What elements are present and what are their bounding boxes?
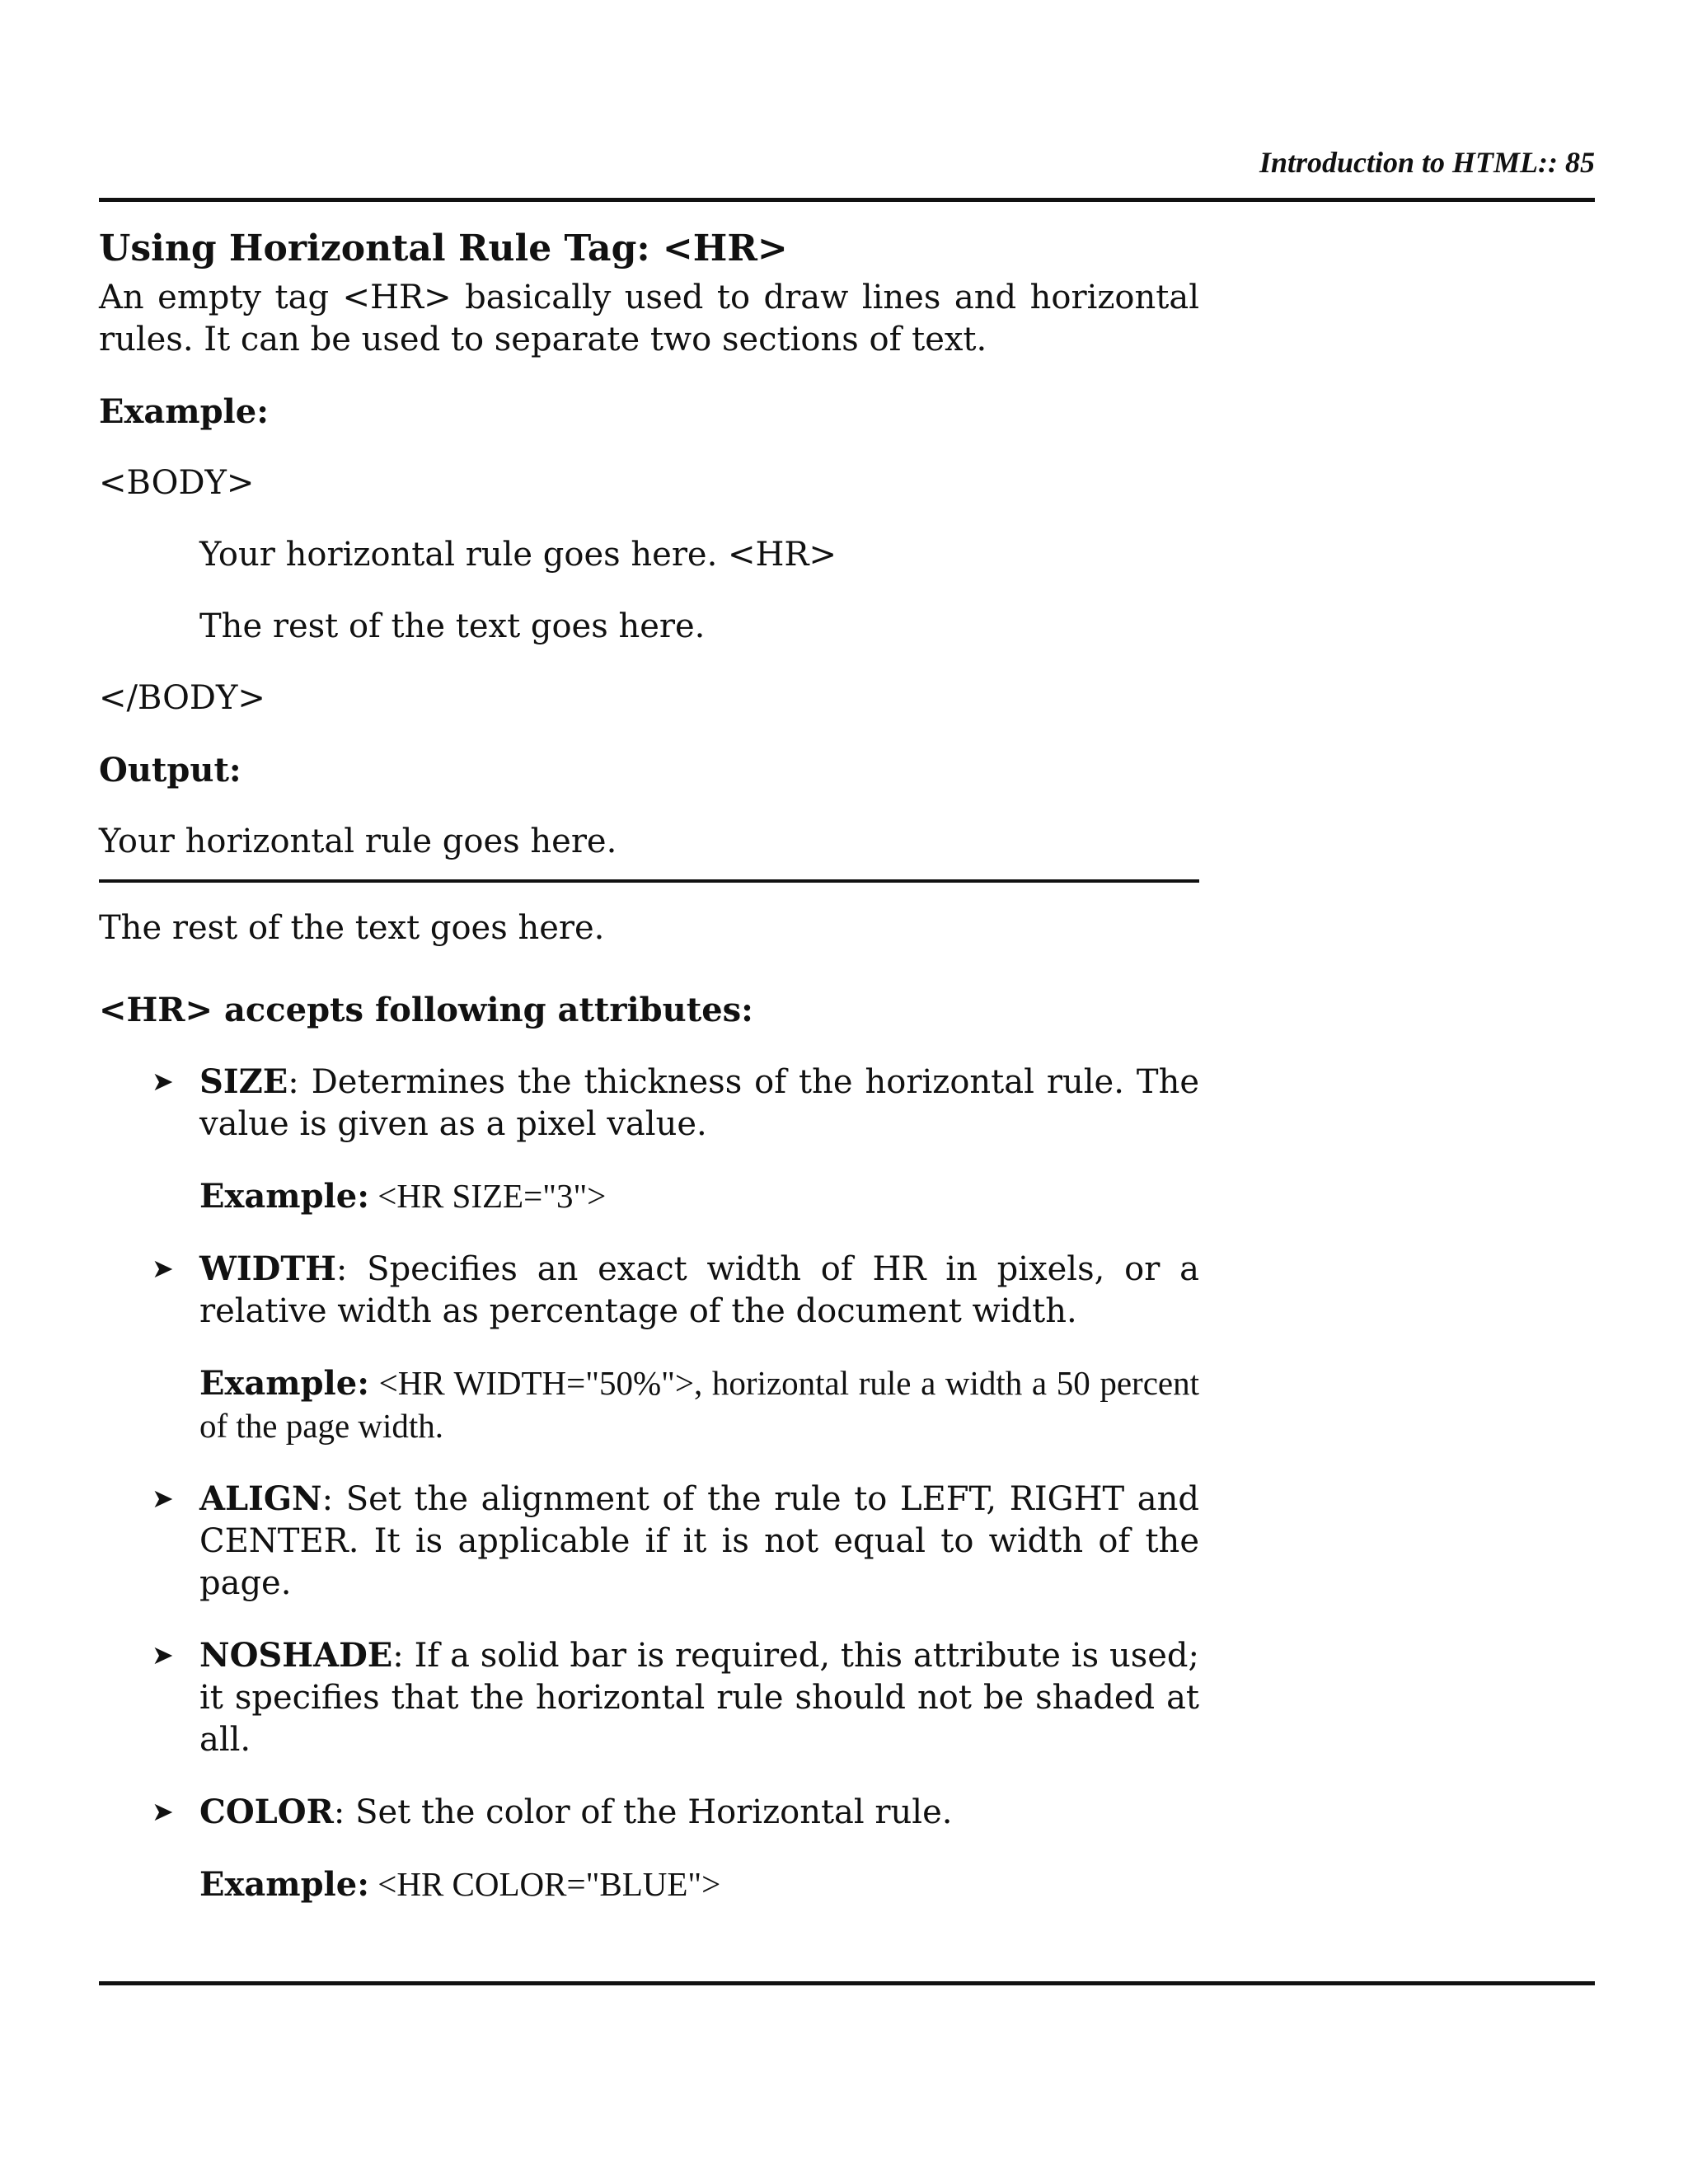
code-line-2: The rest of the text goes here. <box>199 607 706 645</box>
example-code: <HR COLOR="BLUE"> <box>368 1865 721 1903</box>
code-line-1: Your horizontal rule goes here. <HR> <box>199 536 837 574</box>
output-line-1: Your horizontal rule goes here. <box>99 823 617 860</box>
attributes-heading: <HR> accepts following attributes: <box>99 991 753 1029</box>
output-label: Output: <box>99 751 241 790</box>
attribute-name: COLOR <box>199 1793 334 1831</box>
arrow-bullet-icon: ➤ <box>152 1796 174 1827</box>
code-open-body: <BODY> <box>99 464 255 502</box>
code-close-body: </BODY> <box>99 679 265 717</box>
attribute-size <box>99 1061 1199 1146</box>
attribute-name: ALIGN <box>199 1479 322 1518</box>
example-rest: , horizontal rule a width a 50 percent of the page width. <box>199 1364 1199 1445</box>
attribute-width-example <box>99 1362 1199 1448</box>
example-label: Example: <box>199 1865 369 1904</box>
example-code: <HR SIZE="3"> <box>368 1177 607 1215</box>
arrow-bullet-icon: ➤ <box>152 1253 174 1284</box>
attribute-width <box>99 1248 1199 1333</box>
example-label: Example: <box>199 1364 369 1403</box>
header-rule <box>99 198 1595 202</box>
attribute-desc: : Determines the thickness of the horizontal rule. The value is given as a pixel value. <box>199 1063 1199 1143</box>
attribute-noshade <box>99 1634 1199 1761</box>
arrow-bullet-icon: ➤ <box>152 1639 174 1671</box>
attribute-name: SIZE <box>199 1062 288 1101</box>
attribute-align <box>99 1478 1199 1605</box>
example-label: Example: <box>199 1177 369 1216</box>
page-body <box>99 221 1199 1906</box>
footer-rule <box>99 1981 1595 1985</box>
running-header: Introduction to HTML:: 85 <box>1259 146 1595 179</box>
attribute-color <box>99 1791 1199 1834</box>
example-label: Example: <box>99 392 269 431</box>
attribute-desc: : If a solid bar is required, this attribute is used; it specifies that the horizontal rule should not be shaded at all. <box>199 1637 1199 1759</box>
attribute-desc: : Set the color of the Horizontal rule. <box>333 1793 953 1831</box>
arrow-bullet-icon: ➤ <box>152 1483 174 1514</box>
output-horizontal-rule <box>99 879 1199 883</box>
example-code: <HR WIDTH="50%"> <box>368 1364 695 1402</box>
intro-paragraph: An empty tag <HR> basically used to draw lines and horizontal rules. It can be used to separate two sections of text. <box>99 279 1199 359</box>
arrow-bullet-icon: ➤ <box>152 1066 174 1097</box>
attribute-name: NOSHADE <box>199 1636 393 1675</box>
attribute-size-example <box>99 1175 1199 1218</box>
attribute-desc: : Specifies an exact width of HR in pixels, or a relative width as percentage of the document width. <box>199 1250 1199 1330</box>
attribute-desc: : Set the alignment of the rule to LEFT, RIGHT and CENTER. It is applicable if it is not equal to width of the page. <box>199 1480 1199 1602</box>
attribute-color-example <box>99 1863 1199 1906</box>
output-line-2: The rest of the text goes here. <box>99 909 605 947</box>
attribute-name: WIDTH <box>199 1249 336 1288</box>
section-title: Using Horizontal Rule Tag: <HR> <box>99 227 788 269</box>
